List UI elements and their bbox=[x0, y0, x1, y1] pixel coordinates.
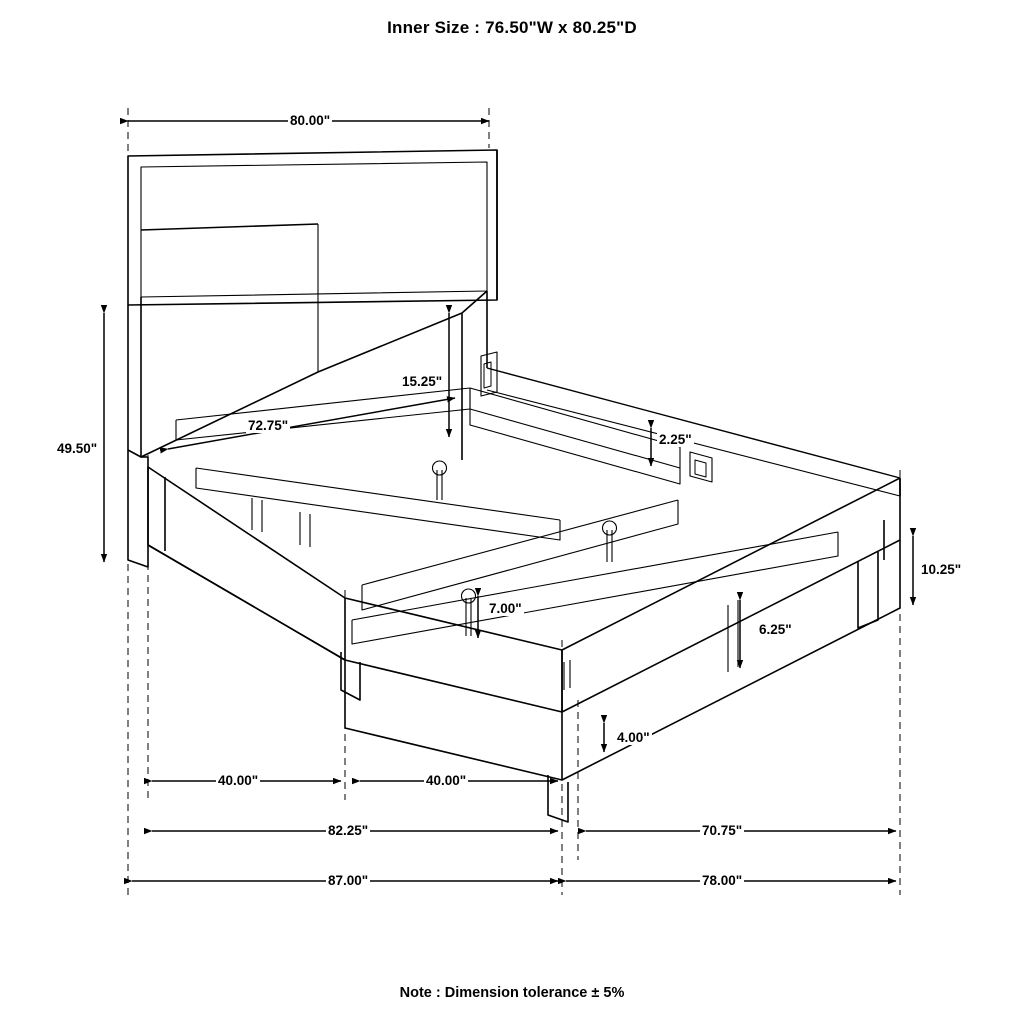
dim-label-headboard-width: 80.00" bbox=[290, 113, 331, 128]
tolerance-note: Note : Dimension tolerance ± 5% bbox=[399, 985, 625, 1001]
dim-label-slat-gap: 2.25" bbox=[659, 432, 692, 447]
dim-label-overall-width-inner: 70.75" bbox=[702, 823, 743, 838]
dim-label-side-rail-height: 6.25" bbox=[759, 622, 792, 637]
dim-label-overall-depth: 87.00" bbox=[328, 873, 369, 888]
bed-outline bbox=[128, 150, 900, 822]
dim-label-rail-drop: 15.25" bbox=[402, 374, 443, 389]
dim-label-overall-width: 78.00" bbox=[702, 873, 743, 888]
dim-label-leg-height: 4.00" bbox=[617, 730, 650, 745]
dim-label-half-left: 40.00" bbox=[218, 773, 259, 788]
dim-label-headboard-height: 49.50" bbox=[57, 441, 98, 456]
dim-label-rail-height: 10.25" bbox=[921, 562, 962, 577]
dim-label-overall-depth-inner: 82.25" bbox=[328, 823, 369, 838]
dim-label-deck-height: 7.00" bbox=[489, 601, 522, 616]
dim-label-half-right: 40.00" bbox=[426, 773, 467, 788]
page-title: Inner Size : 76.50"W x 80.25"D bbox=[387, 18, 637, 37]
dim-label-inner-length: 72.75" bbox=[248, 418, 289, 433]
